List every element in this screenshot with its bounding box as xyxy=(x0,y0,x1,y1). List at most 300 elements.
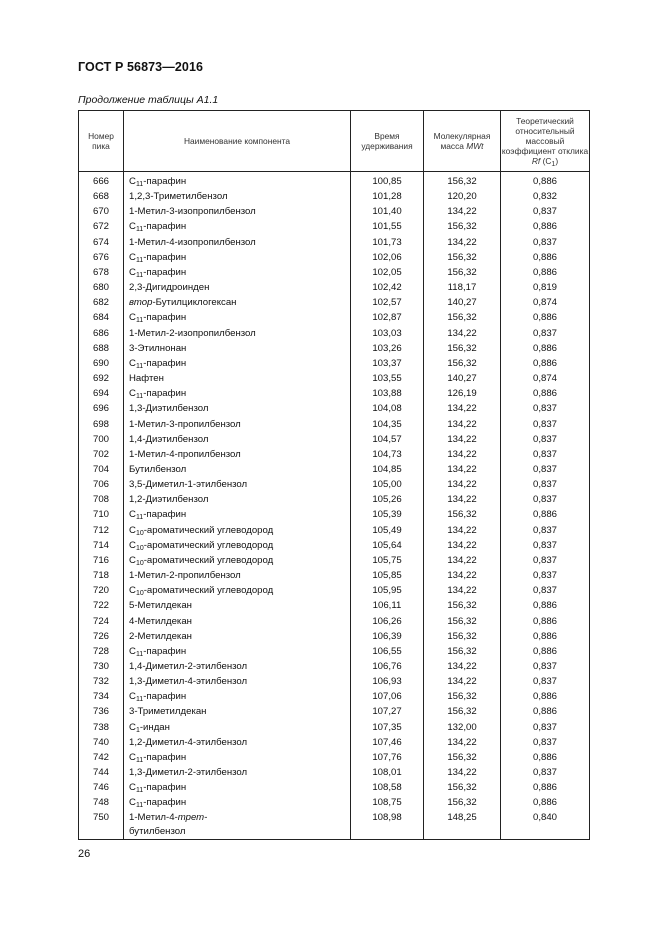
table-row xyxy=(79,704,590,719)
col-rf-header xyxy=(501,111,590,172)
retention-time-cell: 107,35 xyxy=(351,720,424,735)
table-row xyxy=(79,553,590,568)
molecular-mass-cell: 156,32 xyxy=(424,310,501,325)
molecular-mass-cell: 134,22 xyxy=(424,432,501,447)
component-name-cell xyxy=(124,341,351,356)
component-name-cell xyxy=(124,280,351,295)
molecular-mass-cell: 156,32 xyxy=(424,265,501,280)
peak-number-cell: 694 xyxy=(79,386,124,401)
table-row xyxy=(79,629,590,644)
peak-number-cell: 710 xyxy=(79,507,124,522)
molecular-mass-cell: 118,17 xyxy=(424,280,501,295)
name-text: C xyxy=(129,524,136,536)
name-text-suffix: -парафин xyxy=(143,782,187,794)
table-row xyxy=(79,371,590,386)
component-name-cell xyxy=(124,598,351,613)
retention-time-cell: 103,26 xyxy=(351,341,424,356)
table-row xyxy=(79,765,590,780)
table-row xyxy=(79,523,590,538)
molecular-mass-cell: 134,22 xyxy=(424,674,501,689)
response-factor-cell: 0,837 xyxy=(501,659,590,674)
name-subscript: 11 xyxy=(135,362,144,370)
table-row xyxy=(79,735,590,750)
response-factor-cell: 0,886 xyxy=(501,750,590,765)
component-name-cell xyxy=(124,765,351,780)
response-factor-cell: 0,886 xyxy=(501,341,590,356)
retention-time-cell: 102,06 xyxy=(351,250,424,265)
peak-number-cell: 730 xyxy=(79,659,124,674)
component-name-cell xyxy=(124,417,351,432)
name-text-suffix: -парафин xyxy=(143,266,187,278)
molecular-mass-cell: 134,22 xyxy=(424,538,501,553)
component-name-cell xyxy=(124,689,351,704)
response-factor-cell: 0,837 xyxy=(501,523,590,538)
name-subscript: 11 xyxy=(135,696,144,704)
retention-time-cell: 101,55 xyxy=(351,219,424,234)
peak-number-cell: 740 xyxy=(79,735,124,750)
retention-time-cell: 105,64 xyxy=(351,538,424,553)
peak-number-cell: 714 xyxy=(79,538,124,553)
response-factor-cell: 0,886 xyxy=(501,644,590,659)
component-name-cell xyxy=(124,447,351,462)
col-name-header: Наименование компонента xyxy=(124,111,351,172)
peak-number-cell: 712 xyxy=(79,523,124,538)
table-row xyxy=(79,780,590,795)
name-text-suffix: - xyxy=(204,811,208,823)
molecular-mass-cell: 156,32 xyxy=(424,644,501,659)
peak-number-cell: 674 xyxy=(79,235,124,250)
component-name-cell xyxy=(124,265,351,280)
component-name-cell xyxy=(124,250,351,265)
col-time-header: Время удерживания xyxy=(351,111,424,172)
response-factor-cell: 0,886 xyxy=(501,629,590,644)
response-factor-cell: 0,874 xyxy=(501,371,590,386)
component-name-cell xyxy=(124,492,351,507)
component-name-cell xyxy=(124,477,351,492)
component-name-cell xyxy=(124,189,351,204)
name-text: C xyxy=(129,176,136,187)
molecular-mass-cell: 156,32 xyxy=(424,219,501,234)
molecular-mass-cell: 134,22 xyxy=(424,204,501,219)
molecular-mass-cell: 148,25 xyxy=(424,811,501,840)
name-text-suffix: -парафин xyxy=(143,357,187,369)
retention-time-cell: 105,00 xyxy=(351,477,424,492)
name-text-suffix: -ароматический углеводород xyxy=(143,554,274,566)
name-text-suffix: -парафин xyxy=(143,751,187,763)
response-factor-cell: 0,886 xyxy=(501,172,590,190)
name-text: 1,3-Диэтилбензол xyxy=(129,403,209,415)
response-factor-cell: 0,837 xyxy=(501,568,590,583)
molecular-mass-cell: 134,22 xyxy=(424,326,501,341)
molecular-mass-cell: 156,32 xyxy=(424,750,501,765)
retention-time-cell: 107,46 xyxy=(351,735,424,750)
response-factor-cell: 0,886 xyxy=(501,598,590,613)
name-text: 2-Метилдекан xyxy=(129,630,192,642)
component-name-cell xyxy=(124,629,351,644)
name-text: C xyxy=(129,691,136,703)
table-row xyxy=(79,204,590,219)
component-name-cell xyxy=(124,507,351,522)
name-text: C xyxy=(129,797,136,809)
name-text: C xyxy=(129,585,136,597)
table-row xyxy=(79,401,590,416)
component-name-cell xyxy=(124,644,351,659)
peak-number-cell: 682 xyxy=(79,295,124,310)
name-text: 1,3-Диметил-4-этилбензол xyxy=(129,676,248,688)
component-name-cell xyxy=(124,356,351,371)
peak-number-cell: 690 xyxy=(79,356,124,371)
table-row xyxy=(79,795,590,810)
rf-unit-close: ) xyxy=(555,156,559,166)
retention-time-cell: 106,55 xyxy=(351,644,424,659)
peak-number-cell: 742 xyxy=(79,750,124,765)
name-text: C xyxy=(129,721,136,733)
response-factor-cell: 0,837 xyxy=(501,720,590,735)
peak-number-cell: 700 xyxy=(79,432,124,447)
name-text-line2: бутилбензол xyxy=(129,825,186,837)
name-subscript: 11 xyxy=(135,756,144,764)
response-factor-cell: 0,886 xyxy=(501,356,590,371)
name-text-suffix: -парафин xyxy=(143,388,187,400)
response-factor-cell: 0,837 xyxy=(501,735,590,750)
table-row xyxy=(79,265,590,280)
molecular-mass-cell: 134,22 xyxy=(424,583,501,598)
name-text-suffix: -ароматический углеводород xyxy=(143,539,274,551)
name-text: 1-Метил-4-изопропилбензол xyxy=(129,236,256,248)
table-row xyxy=(79,310,590,325)
name-text: 3-Триметилдекан xyxy=(129,706,207,718)
retention-time-cell: 106,11 xyxy=(351,598,424,613)
peak-number-cell: 748 xyxy=(79,795,124,810)
name-text-suffix: -парафин xyxy=(143,691,187,703)
standard-title: ГОСТ Р 56873—2016 xyxy=(78,60,204,74)
response-factor-cell: 0,886 xyxy=(501,704,590,719)
retention-time-cell: 105,85 xyxy=(351,568,424,583)
table-row xyxy=(79,598,590,613)
name-italic-prefix: трет xyxy=(177,811,205,823)
response-factor-cell: 0,886 xyxy=(501,780,590,795)
rf-label: Теоретический относительный массовый коэффициент отклика xyxy=(501,116,589,156)
name-text: 4-Метилдекан xyxy=(129,615,192,627)
component-name-cell xyxy=(124,659,351,674)
table-row xyxy=(79,492,590,507)
response-factor-cell: 0,837 xyxy=(501,765,590,780)
peak-number-cell: 702 xyxy=(79,447,124,462)
name-text: 1,4-Диэтилбензол xyxy=(129,433,209,445)
molecular-mass-cell: 156,32 xyxy=(424,250,501,265)
retention-time-cell: 107,76 xyxy=(351,750,424,765)
retention-time-cell: 103,55 xyxy=(351,371,424,386)
name-subscript: 11 xyxy=(135,802,144,810)
peak-number-cell: 734 xyxy=(79,689,124,704)
name-subscript: 11 xyxy=(135,317,144,325)
component-name-cell xyxy=(124,432,351,447)
response-factor-cell: 0,886 xyxy=(501,507,590,522)
component-name-cell xyxy=(124,720,351,735)
response-factor-cell: 0,840 xyxy=(501,811,590,840)
peak-number-cell: 686 xyxy=(79,326,124,341)
mass-label: Молекулярная масса xyxy=(433,131,491,151)
molecular-mass-cell: 132,00 xyxy=(424,720,501,735)
name-text: C xyxy=(129,357,136,369)
response-factor-cell: 0,886 xyxy=(501,219,590,234)
retention-time-cell: 108,01 xyxy=(351,765,424,780)
retention-time-cell: 105,75 xyxy=(351,553,424,568)
retention-time-cell: 108,98 xyxy=(351,811,424,840)
molecular-mass-cell: 156,32 xyxy=(424,614,501,629)
table-row xyxy=(79,295,590,310)
response-factor-cell: 0,837 xyxy=(501,432,590,447)
name-text: C xyxy=(129,251,136,263)
component-name-cell xyxy=(124,235,351,250)
peak-number-cell: 746 xyxy=(79,780,124,795)
name-text-suffix: -парафин xyxy=(143,251,187,263)
peak-number-cell: 688 xyxy=(79,341,124,356)
name-text: 1-Метил-3-пропилбензол xyxy=(129,418,241,430)
molecular-mass-cell: 156,32 xyxy=(424,356,501,371)
table-row xyxy=(79,644,590,659)
molecular-mass-cell: 134,22 xyxy=(424,477,501,492)
table-row xyxy=(79,386,590,401)
name-subscript: 10 xyxy=(135,544,144,552)
molecular-mass-cell: 156,32 xyxy=(424,795,501,810)
response-factor-cell: 0,837 xyxy=(501,326,590,341)
col-mass-header xyxy=(424,111,501,172)
component-name-cell xyxy=(124,735,351,750)
name-italic-prefix: втор xyxy=(129,297,153,309)
response-factor-cell: 0,837 xyxy=(501,462,590,477)
response-factor-cell: 0,837 xyxy=(501,553,590,568)
retention-time-cell: 105,26 xyxy=(351,492,424,507)
table-row xyxy=(79,326,590,341)
name-subscript: 11 xyxy=(135,256,144,264)
retention-time-cell: 104,08 xyxy=(351,401,424,416)
name-subscript: 11 xyxy=(135,787,144,795)
name-text: 1-Метил-4- xyxy=(129,811,178,823)
name-text: C xyxy=(129,312,136,324)
response-factor-cell: 0,886 xyxy=(501,250,590,265)
response-factor-cell: 0,837 xyxy=(501,538,590,553)
retention-time-cell: 103,03 xyxy=(351,326,424,341)
retention-time-cell: 105,39 xyxy=(351,507,424,522)
name-text: 1-Метил-2-изопропилбензол xyxy=(129,327,256,339)
molecular-mass-cell: 134,22 xyxy=(424,553,501,568)
name-text: 1-Метил-3-изопропилбензол xyxy=(129,206,256,218)
peak-number-cell: 708 xyxy=(79,492,124,507)
response-factor-cell: 0,819 xyxy=(501,280,590,295)
name-text-suffix: -парафин xyxy=(143,645,187,657)
molecular-mass-cell: 156,32 xyxy=(424,172,501,190)
retention-time-cell: 106,26 xyxy=(351,614,424,629)
response-factor-cell: 0,886 xyxy=(501,310,590,325)
name-text: 1,3-Диметил-2-этилбензол xyxy=(129,767,248,779)
peak-number-cell: 738 xyxy=(79,720,124,735)
table-row xyxy=(79,583,590,598)
peak-number-cell: 676 xyxy=(79,250,124,265)
molecular-mass-cell: 120,20 xyxy=(424,189,501,204)
component-name-cell xyxy=(124,386,351,401)
name-subscript: 1 xyxy=(135,726,140,734)
name-subscript: 11 xyxy=(135,181,144,188)
retention-time-cell: 108,58 xyxy=(351,780,424,795)
component-name-cell xyxy=(124,204,351,219)
table-row xyxy=(79,674,590,689)
molecular-mass-cell: 134,22 xyxy=(424,462,501,477)
name-text-suffix: -парафин xyxy=(143,797,187,809)
name-text-suffix: -ароматический углеводород xyxy=(143,524,274,536)
name-text: 1,2-Диэтилбензол xyxy=(129,494,209,506)
table-row xyxy=(79,417,590,432)
component-name-cell xyxy=(124,674,351,689)
peak-number-cell: 728 xyxy=(79,644,124,659)
component-name-cell xyxy=(124,462,351,477)
response-factor-cell: 0,886 xyxy=(501,614,590,629)
component-name-cell xyxy=(124,310,351,325)
retention-time-cell: 107,27 xyxy=(351,704,424,719)
peak-number-cell: 750 xyxy=(79,811,124,840)
component-name-cell xyxy=(124,568,351,583)
molecular-mass-cell: 134,22 xyxy=(424,659,501,674)
molecular-mass-cell: 156,32 xyxy=(424,689,501,704)
retention-time-cell: 106,76 xyxy=(351,659,424,674)
table-row xyxy=(79,447,590,462)
response-factor-cell: 0,886 xyxy=(501,386,590,401)
molecular-mass-cell: 126,19 xyxy=(424,386,501,401)
response-factor-cell: 0,837 xyxy=(501,447,590,462)
component-name-cell xyxy=(124,538,351,553)
response-factor-cell: 0,874 xyxy=(501,295,590,310)
table-row xyxy=(79,189,590,204)
peak-number-cell: 706 xyxy=(79,477,124,492)
retention-time-cell: 107,06 xyxy=(351,689,424,704)
table-row xyxy=(79,614,590,629)
name-subscript: 11 xyxy=(135,514,144,522)
table-row xyxy=(79,250,590,265)
molecular-mass-cell: 156,32 xyxy=(424,629,501,644)
component-name-cell xyxy=(124,780,351,795)
peak-number-cell: 692 xyxy=(79,371,124,386)
peak-number-cell: 684 xyxy=(79,310,124,325)
table-row xyxy=(79,432,590,447)
molecular-mass-cell: 156,32 xyxy=(424,598,501,613)
peak-number-cell: 744 xyxy=(79,765,124,780)
table-row xyxy=(79,341,590,356)
retention-time-cell: 103,37 xyxy=(351,356,424,371)
name-text: C xyxy=(129,221,136,233)
table-row xyxy=(79,538,590,553)
peak-number-cell: 698 xyxy=(79,417,124,432)
table-header-row xyxy=(79,111,590,172)
table-row xyxy=(79,477,590,492)
response-factor-cell: 0,837 xyxy=(501,492,590,507)
name-subscript: 10 xyxy=(135,529,144,537)
table-row xyxy=(79,507,590,522)
molecular-mass-cell: 156,32 xyxy=(424,507,501,522)
peak-number-cell: 720 xyxy=(79,583,124,598)
table-row xyxy=(79,750,590,765)
retention-time-cell: 101,73 xyxy=(351,235,424,250)
retention-time-cell: 105,49 xyxy=(351,523,424,538)
mass-symbol: MWt xyxy=(466,141,484,151)
component-name-cell xyxy=(124,704,351,719)
molecular-mass-cell: 134,22 xyxy=(424,765,501,780)
response-factor-cell: 0,837 xyxy=(501,477,590,492)
rf-symbol: Rf xyxy=(531,156,541,166)
response-factor-cell: 0,837 xyxy=(501,583,590,598)
name-subscript: 10 xyxy=(135,559,144,567)
molecular-mass-cell: 134,22 xyxy=(424,735,501,750)
molecular-mass-cell: 156,32 xyxy=(424,341,501,356)
components-table xyxy=(78,110,590,840)
retention-time-cell: 108,75 xyxy=(351,795,424,810)
component-name-cell xyxy=(124,295,351,310)
table-continuation-caption: Продолжение таблицы А1.1 xyxy=(78,94,219,106)
response-factor-cell: 0,832 xyxy=(501,189,590,204)
component-name-cell xyxy=(124,523,351,538)
retention-time-cell: 105,95 xyxy=(351,583,424,598)
response-factor-cell: 0,837 xyxy=(501,417,590,432)
name-text: 3-Этилнонан xyxy=(129,342,187,354)
peak-number-cell: 680 xyxy=(79,280,124,295)
retention-time-cell: 101,40 xyxy=(351,204,424,219)
component-name-cell xyxy=(124,219,351,234)
component-name-cell xyxy=(124,614,351,629)
component-name-cell xyxy=(124,811,351,840)
component-name-cell xyxy=(124,172,351,190)
name-text-suffix: -парафин xyxy=(143,176,187,187)
retention-time-cell: 104,35 xyxy=(351,417,424,432)
retention-time-cell: 106,39 xyxy=(351,629,424,644)
peak-number-cell: 724 xyxy=(79,614,124,629)
peak-number-cell: 670 xyxy=(79,204,124,219)
peak-number-cell: 678 xyxy=(79,265,124,280)
name-subscript: 10 xyxy=(135,590,144,598)
molecular-mass-cell: 134,22 xyxy=(424,523,501,538)
table-row xyxy=(79,659,590,674)
peak-number-cell: 726 xyxy=(79,629,124,644)
retention-time-cell: 104,73 xyxy=(351,447,424,462)
molecular-mass-cell: 140,27 xyxy=(424,371,501,386)
peak-number-cell: 732 xyxy=(79,674,124,689)
response-factor-cell: 0,837 xyxy=(501,401,590,416)
name-text: C xyxy=(129,509,136,521)
name-subscript: 11 xyxy=(135,271,144,279)
molecular-mass-cell: 156,32 xyxy=(424,704,501,719)
name-text: C xyxy=(129,645,136,657)
table-row xyxy=(79,172,590,190)
component-name-cell xyxy=(124,553,351,568)
retention-time-cell: 102,87 xyxy=(351,310,424,325)
retention-time-cell: 104,85 xyxy=(351,462,424,477)
table-row xyxy=(79,356,590,371)
peak-number-cell: 666 xyxy=(79,172,124,190)
component-name-cell xyxy=(124,371,351,386)
molecular-mass-cell: 134,22 xyxy=(424,235,501,250)
rf-unit-sub: 1 xyxy=(551,161,556,168)
retention-time-cell: 100,85 xyxy=(351,172,424,190)
molecular-mass-cell: 156,32 xyxy=(424,780,501,795)
molecular-mass-cell: 134,22 xyxy=(424,401,501,416)
name-text: C xyxy=(129,554,136,566)
name-text: Бутилбензол xyxy=(129,463,187,475)
peak-number-cell: 696 xyxy=(79,401,124,416)
table-row xyxy=(79,811,590,840)
component-name-cell xyxy=(124,795,351,810)
peak-number-cell: 672 xyxy=(79,219,124,234)
table-row xyxy=(79,280,590,295)
molecular-mass-cell: 134,22 xyxy=(424,492,501,507)
name-subscript: 11 xyxy=(135,226,144,234)
